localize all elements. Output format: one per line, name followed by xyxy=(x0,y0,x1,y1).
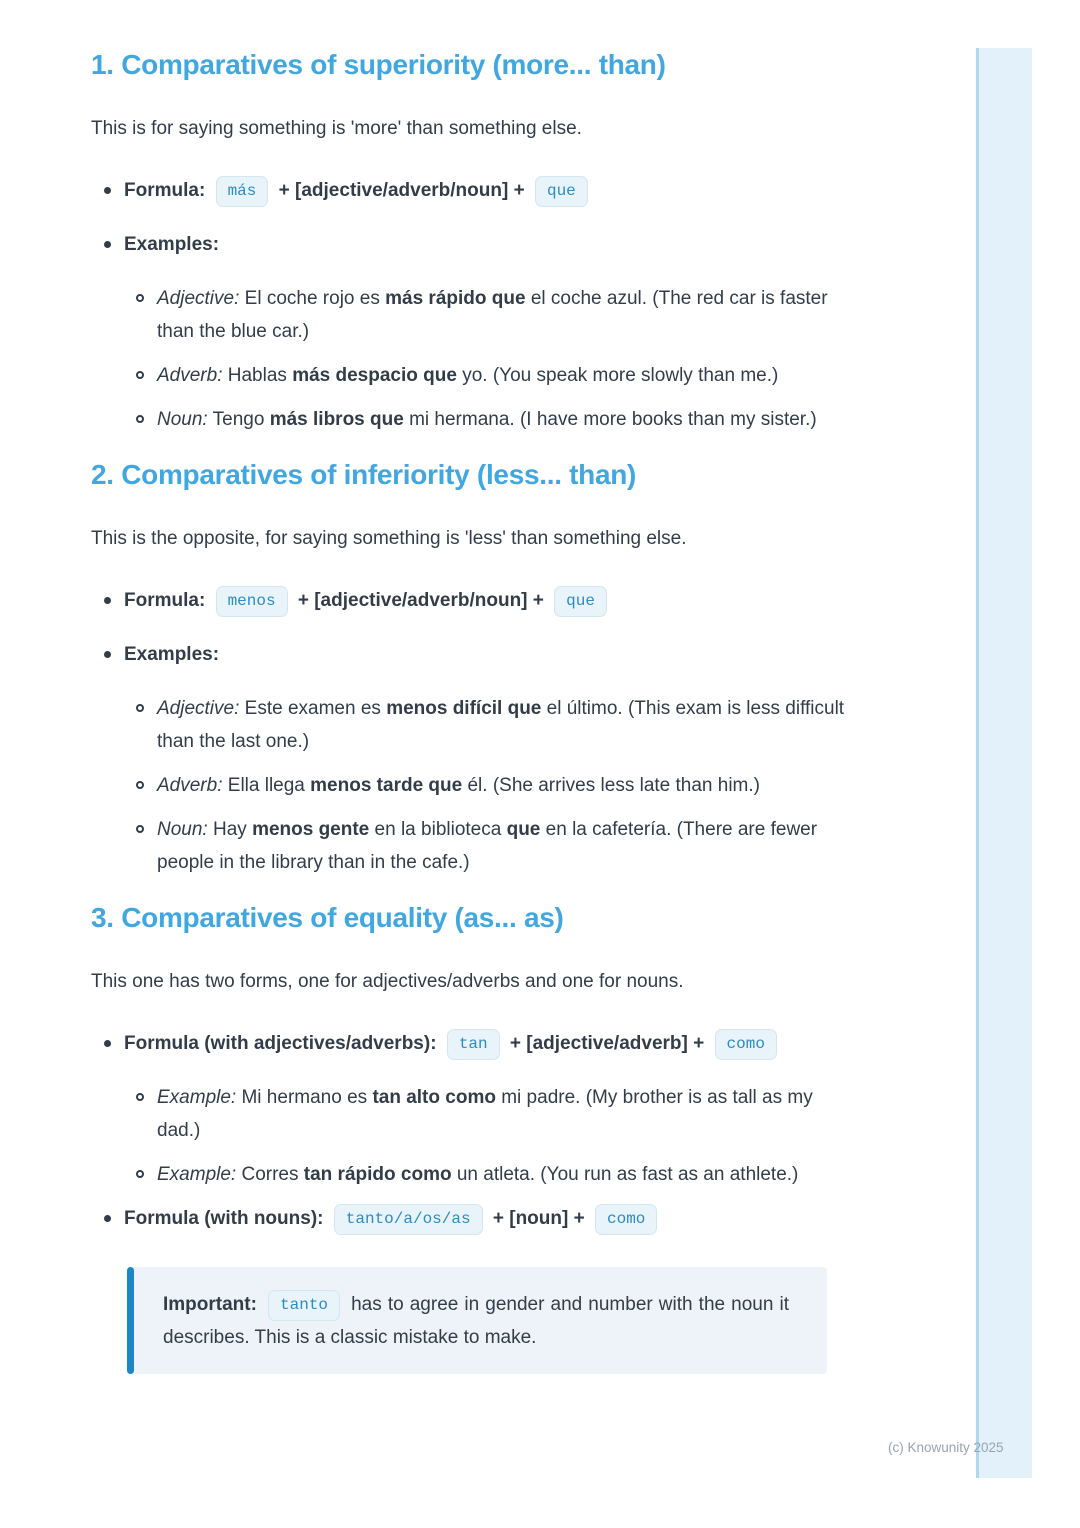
list-item-text xyxy=(124,228,857,261)
list-item-text xyxy=(124,174,857,207)
text-segment: Adjective: xyxy=(157,288,240,309)
watermark: (c) Knowunity 2025 xyxy=(888,1440,1004,1455)
text-segment: el coche azul. (The red car is faster than the blue car.) xyxy=(157,288,828,342)
list-item-text xyxy=(157,813,857,879)
text-segment: en la cafetería. (There are fewer people in the library than in the cafe.) xyxy=(157,819,818,873)
list-item-text xyxy=(124,638,857,671)
text-segment: + [adjective/adverb/noun] + xyxy=(278,180,525,201)
list-item-example xyxy=(91,359,857,392)
code-chip: como xyxy=(595,1204,657,1235)
section-heading: 2. Comparatives of inferiority (less... than) xyxy=(91,459,637,490)
text-segment: Adverb: xyxy=(157,365,223,386)
bullet-circle-icon xyxy=(136,825,144,833)
text-segment: mi hermana. (I have more books than my sister.) xyxy=(409,409,817,430)
text-segment: Formula: xyxy=(124,180,206,201)
section-comparatives-equality xyxy=(91,903,857,1374)
section-heading: 1. Comparatives of superiority (more... than) xyxy=(91,49,666,80)
text-segment: + [adjective/adverb/noun] + xyxy=(297,590,544,611)
list-item-example xyxy=(91,1158,857,1191)
text-segment: que xyxy=(506,819,541,840)
important-callout xyxy=(127,1267,827,1374)
text-segment: Important: xyxy=(163,1294,257,1315)
list-item-text xyxy=(157,282,857,348)
bullet-dot-icon xyxy=(104,241,111,248)
text-segment: + [noun] + xyxy=(492,1208,585,1229)
code-chip: que xyxy=(535,176,588,207)
document-body xyxy=(91,0,857,1374)
section-intro: This is for saying something is 'more' than something else. xyxy=(91,118,582,139)
bullet-circle-icon xyxy=(136,294,144,302)
list-item-formula xyxy=(91,584,857,617)
list-item-formula-adjectives xyxy=(91,1027,857,1060)
text-segment: menos difícil que xyxy=(386,698,542,719)
section-comparatives-inferiority xyxy=(91,460,857,879)
text-segment: Noun: xyxy=(157,409,208,430)
section-intro: This is the opposite, for saying something is 'less' than something else. xyxy=(91,528,687,549)
bullet-dot-icon xyxy=(104,1215,111,1222)
text-segment: Adjective: xyxy=(157,698,240,719)
code-chip: más xyxy=(216,176,269,207)
list-item-example xyxy=(91,692,857,758)
list-item-text xyxy=(124,1202,857,1235)
list-item-text xyxy=(157,769,857,802)
text-segment: menos tarde que xyxy=(310,775,463,796)
list-item-example xyxy=(91,769,857,802)
text-segment: Mi hermano es xyxy=(241,1087,368,1108)
text-segment: Hablas xyxy=(227,365,287,386)
text-segment: Example: xyxy=(157,1087,237,1108)
bullet-dot-icon xyxy=(104,1040,111,1047)
bullet-circle-icon xyxy=(136,781,144,789)
text-segment: Formula (with adjectives/adverbs): xyxy=(124,1033,437,1054)
text-segment: Formula: xyxy=(124,590,206,611)
code-chip: tanto/a/os/as xyxy=(334,1204,483,1235)
list-item-example xyxy=(91,282,857,348)
text-segment: mi padre. (My brother is as tall as my dad.) xyxy=(157,1087,813,1141)
text-segment: Formula (with nouns): xyxy=(124,1208,324,1229)
section-comparatives-superiority xyxy=(91,50,857,436)
text-segment: yo. (You speak more slowly than me.) xyxy=(462,365,779,386)
text-segment: Examples: xyxy=(124,234,220,255)
bullet-dot-icon xyxy=(104,651,111,658)
list-item-text xyxy=(124,584,857,617)
text-segment: en la biblioteca xyxy=(374,819,502,840)
bullet-circle-icon xyxy=(136,1170,144,1178)
list-item-formula xyxy=(91,174,857,207)
list-item-text xyxy=(157,359,857,392)
list-item-example xyxy=(91,813,857,879)
text-segment: Tengo xyxy=(212,409,265,430)
bullet-circle-icon xyxy=(136,704,144,712)
text-segment: el último. (This exam is less difficult than the last one.) xyxy=(157,698,845,752)
bullet-dot-icon xyxy=(104,597,111,604)
text-segment: más despacio que xyxy=(292,365,457,386)
text-segment: El coche rojo es xyxy=(244,288,380,309)
text-segment: Hay xyxy=(212,819,247,840)
text-segment: Ella llega xyxy=(227,775,305,796)
text-segment: Corres xyxy=(241,1164,299,1185)
code-chip: tanto xyxy=(268,1290,340,1321)
code-chip: menos xyxy=(216,586,288,617)
text-segment: Examples: xyxy=(124,644,220,665)
bullet-circle-icon xyxy=(136,415,144,423)
text-segment: tan alto como xyxy=(372,1087,496,1108)
code-chip: tan xyxy=(447,1029,500,1060)
list-item-text xyxy=(157,1158,857,1191)
list-item-text xyxy=(157,403,857,436)
bullet-dot-icon xyxy=(104,187,111,194)
text-segment: Adverb: xyxy=(157,775,223,796)
page-edge-bar xyxy=(976,48,1032,1478)
list-item-example xyxy=(91,403,857,436)
callout-text xyxy=(163,1288,789,1354)
list-item-text xyxy=(157,1081,857,1147)
text-segment: más rápido que xyxy=(385,288,526,309)
list-item-text xyxy=(124,1027,857,1060)
bullet-circle-icon xyxy=(136,1093,144,1101)
text-segment: Noun: xyxy=(157,819,208,840)
text-segment: Este examen es xyxy=(244,698,381,719)
code-chip: que xyxy=(554,586,607,617)
text-segment: un atleta. (You run as fast as an athlete.) xyxy=(456,1164,799,1185)
list-item-formula-nouns xyxy=(91,1202,857,1235)
list-item-examples-label xyxy=(91,638,857,671)
section-heading: 3. Comparatives of equality (as... as) xyxy=(91,902,564,933)
list-item-examples-label xyxy=(91,228,857,261)
text-segment: has to agree in gender and number with the noun it describes. This is a classic mistake to make. xyxy=(163,1294,789,1348)
text-segment: más libros que xyxy=(269,409,404,430)
text-segment: menos gente xyxy=(252,819,370,840)
text-segment: tan rápido como xyxy=(303,1164,452,1185)
text-segment: él. (She arrives less late than him.) xyxy=(467,775,760,796)
text-segment: + [adjective/adverb] + xyxy=(509,1033,705,1054)
list-item-text xyxy=(157,692,857,758)
list-item-example xyxy=(91,1081,857,1147)
bullet-circle-icon xyxy=(136,371,144,379)
section-intro: This one has two forms, one for adjectives/adverbs and one for nouns. xyxy=(91,971,684,992)
code-chip: como xyxy=(715,1029,777,1060)
text-segment: Example: xyxy=(157,1164,237,1185)
